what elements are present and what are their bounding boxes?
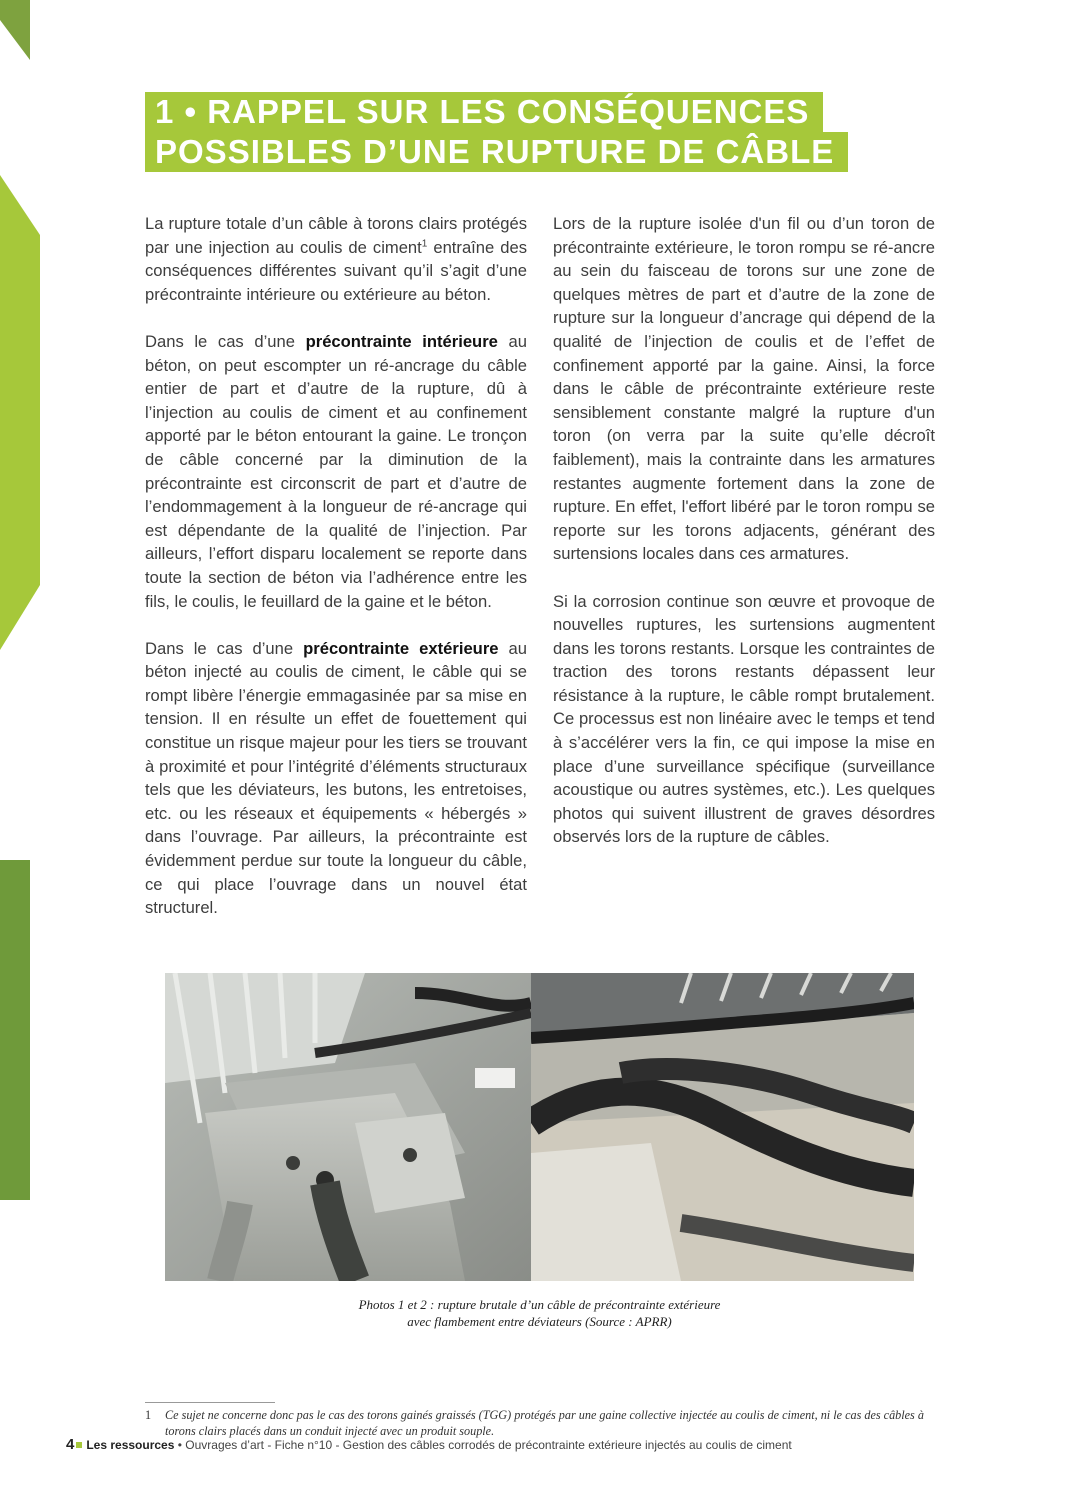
bold-term: précontrainte intérieure [305,331,498,351]
section-title-line-2: POSSIBLES D’UNE RUPTURE DE CÂBLE [145,132,848,172]
paragraph: Si la corrosion continue son œuvre et provoque de nouvelles ruptures, les surtensions augmentent dans les torons restants. Lorsque les contraintes de traction des torons restants dépassent leur résistance à la rupture, le câble rompt brutalement. Ce processus est non linéaire avec le temps et tend à s’accélérer vers la fin, ce qui impose la mise en place d’une surveillance spécifique (surveillance acoustique ou autres systèmes, etc.). Les quelques photos qui suivent illustrent de graves désordres observés lors de la rupture de câbles. [553,591,935,847]
footnote-number: 1 [145,1408,152,1422]
page-number: 4 [66,1436,75,1453]
paragraph: Dans le cas d’une précontrainte intérieure au béton, on peut escompter un ré-ancrage du câble entier de part et d’autre de la rupture, dû à l’injection au coulis de ciment et au confinement apporté par le béton entourant la gaine. Le tronçon de câble concerné par la diminution de la précontrainte est circonscrit de part et d’autre de l’endommagement à la longueur de ré-ancrage qui est dépendante de la qualité de l’injection. Par ailleurs, l’effort disparu localement se reporte dans toute la section de béton via l’adhérence entre les fils, le coulis, le feuillard de la gaine et le béton. [145,331,527,611]
page-footer [66,1436,792,1453]
paragraph: Dans le cas d’une précontrainte extérieure au béton injecté au coulis de ciment, le câble qui se rompt libère l’énergie emmagasinée par sa mise en tension. Il en résulte un effet de fouettement qui constitue un risque majeur pour les tiers se trouvant à proximité et pour l’intégrité d’éléments structuraux tels que les déviateurs, les butons, les entretoises, etc. ou les réseaux et équipements « hébergés » dans l’ouvrage. Par ailleurs, la précontrainte est évidemment perdue sur toute la longueur du câble, ce qui place l’ouvrage dans un nouvel état structurel. [145,638,527,918]
footnote-divider [145,1402,275,1403]
decorative-side-band [0,0,60,1511]
photo-1-deviator-block [165,973,531,1281]
right-text-column [553,212,935,873]
footer-description: • Ouvrages d’art - Fiche n°10 - Gestion des câbles corrodés de précontrainte extérieure injectés au coulis de ciment [174,1438,792,1452]
photo-caption [165,1296,914,1330]
photo-2-buckled-cable [531,973,914,1281]
green-square-icon [76,1442,82,1448]
caption-line-2: avec flambement entre déviateurs (Source : APRR) [407,1314,672,1329]
section-title-line-1: 1 • RAPPEL SUR LES CONSÉQUENCES [145,92,823,132]
footnote [145,1407,940,1439]
section-title [145,92,848,172]
bold-term: précontrainte extérieure [303,638,499,658]
left-text-column [145,212,527,943]
footer-series: Les ressources [86,1438,175,1452]
footnote-text: Ce sujet ne concerne donc pas le cas des torons gainés graissés (TGG) protégés par une gaine collective injectée au coulis de ciment, ni le cas des câbles à torons clairs placés dans un conduit injecté avec un produit souple. [165,1408,924,1438]
paragraph: Lors de la rupture isolée d'un fil ou d’un toron de précontrainte extérieure, le toron rompu se ré-ancre au sein du faisceau de torons sur une zone de quelques mètres de part et d’autre de la zone de rupture sur la longueur d’ancrage qui dépend de la qualité de l’injection de coulis et de l’effet de confinement apporté par la gaine. Ainsi, la force dans le câble de précontrainte extérieure reste sensiblement constante malgré la rupture d'un toron (on verra par la suite qu’elle décroît faiblement), mais la contrainte dans les armatures restantes augmente fortement dans la zone de rupture. En effet, l'effort libéré par le toron rompu se reporte sur les torons adjacents, générant des surtensions locales dans ces armatures. [553,214,935,564]
footnote-reference[interactable]: 1 [421,238,428,250]
paragraph: La rupture totale d’un câble à torons clairs protégés par une injection au coulis de ciment$^1$ entraîne des conséquences différentes suivant qu’il s’agit d’une précontrainte intérieure ou extérieure au béton. [145,214,527,304]
caption-line-1: Photos 1 et 2 : rupture brutale d’un câble de précontrainte extérieure [358,1297,721,1312]
